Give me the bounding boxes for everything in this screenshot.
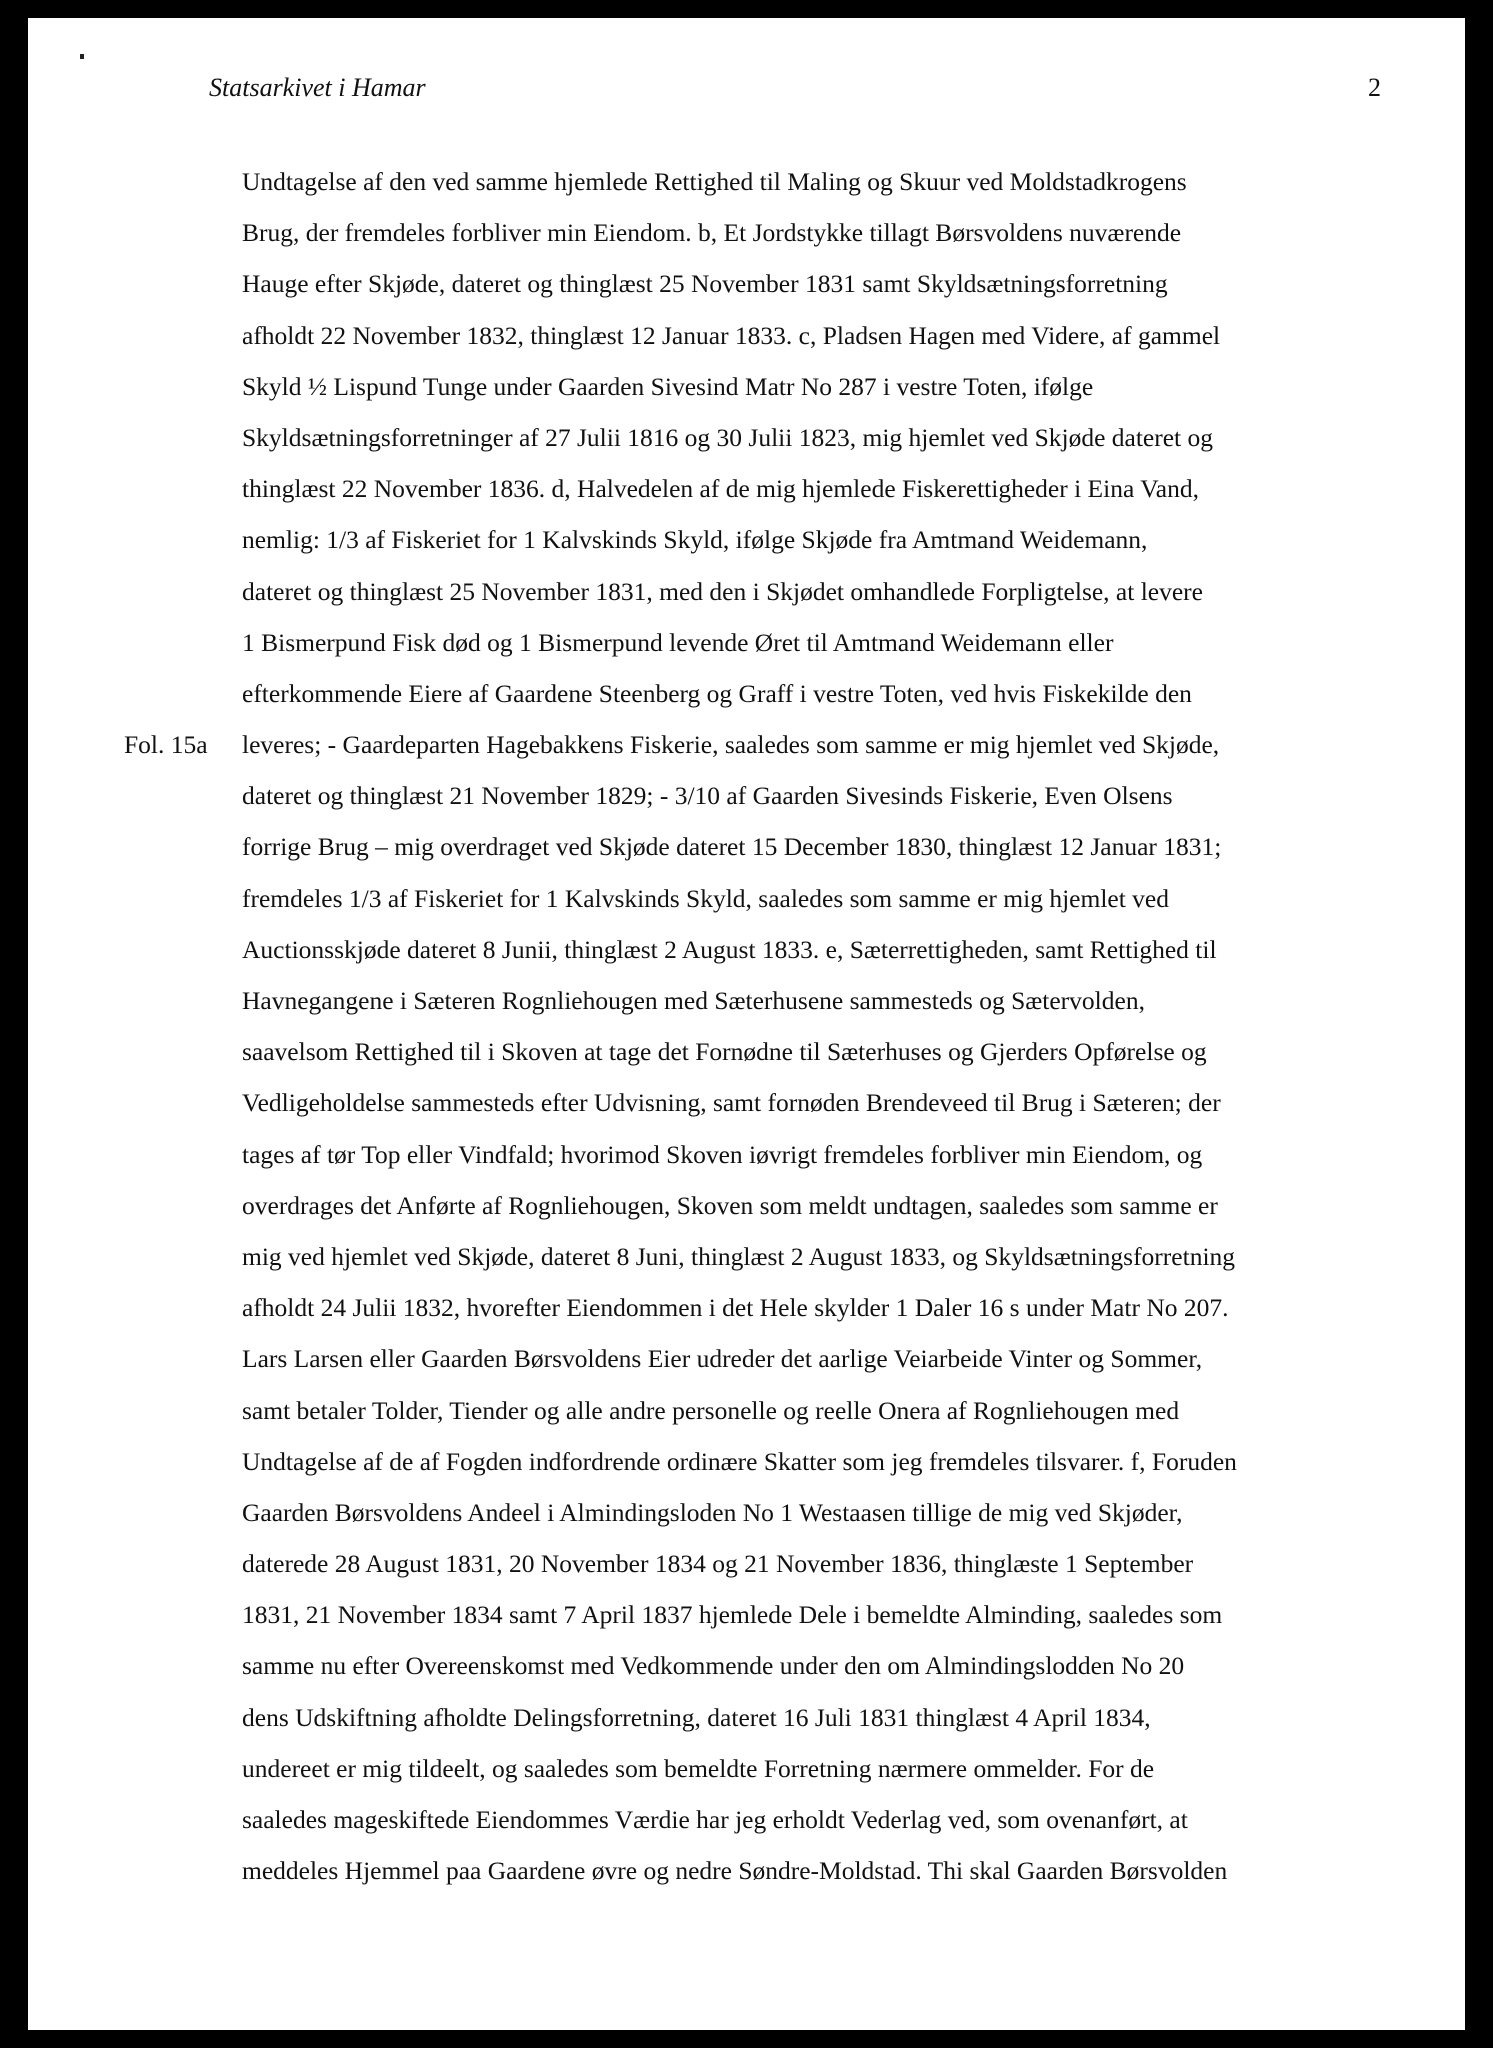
text-line: Lars Larsen eller Gaarden Børsvoldens Eier udreder det aarlige Veiarbeide Vinter og Sommer, (242, 1344, 1203, 1374)
transcription-body (124, 156, 1382, 1896)
text-line: mig ved hjemlet ved Skjøde, dateret 8 Juni, thinglæst 2 August 1833, og Skyldsætningsforretning (242, 1241, 1236, 1271)
text-line: Havnegangene i Sæteren Rognliehougen med Sæterhusene sammesteds og Sætervolden, (242, 986, 1145, 1015)
text-line: tages af tør Top eller Vindfald; hvorimod Skoven iøvrigt fremdeles forbliver min Eiendom, og (242, 1139, 1203, 1169)
text-line: samt betaler Tolder, Tiender og alle andre personelle og reelle Onera af Rognliehougen med (242, 1395, 1180, 1425)
text-line: afholdt 22 November 1832, thinglæst 12 Januar 1833. c, Pladsen Hagen med Videre, af gammel (242, 320, 1221, 350)
text-line: saavelsom Rettighed til i Skoven at tage det Fornødne til Sæterhuses og Gjerders Opførelse og (242, 1037, 1207, 1067)
text-line: afholdt 24 Julii 1832, hvorefter Eiendommen i det Hele skylder 1 Daler 16 s under Matr No 207. (242, 1293, 1229, 1323)
text-line: dateret og thinglæst 21 November 1829; - 3/10 af Gaarden Sivesinds Fiskerie, Even Olsens (242, 781, 1173, 811)
scan-speck (80, 54, 84, 59)
text-line: forrige Brug – mig overdraget ved Skjøde dateret 15 December 1830, thinglæst 12 Januar 1831; (242, 832, 1222, 862)
text-line: thinglæst 22 November 1836. d, Halvedelen af de mig hjemlede Fiskerettigheder i Eina Vand, (242, 474, 1199, 504)
text-line: Gaarden Børsvoldens Andeel i Almindingsloden No 1 Westaasen tillige de mig ved Skjøder, (242, 1497, 1183, 1527)
text-line: 1831, 21 November 1834 samt 7 April 1837 hjemlede Dele i bemeldte Alminding, saaledes som (242, 1600, 1223, 1630)
text-line: Vedligeholdelse sammesteds efter Udvisning, samt fornøden Brendeveed til Brug i Sæteren; der (242, 1088, 1221, 1118)
text-line: Skyld ½ Lispund Tunge under Gaarden Sivesind Matr No 287 i vestre Toten, ifølge (242, 371, 1094, 401)
text-line: Skyldsætningsforretninger af 27 Julii 1816 og 30 Julii 1823, mig hjemlet ved Skjøde dateret og (242, 422, 1214, 452)
archive-title: Statsarkivet i Hamar (209, 73, 426, 102)
text-line: nemlig: 1/3 af Fiskeriet for 1 Kalvskinds Skyld, ifølge Skjøde fra Amtmand Weidemann, (242, 525, 1148, 555)
document-page (28, 18, 1465, 2030)
text-line: leveres; - Gaardeparten Hagebakkens Fiskerie, saaledes som samme er mig hjemlet ved Skjøde, (242, 730, 1220, 760)
text-line: Undtagelse af de af Fogden indfordrende ordinære Skatter som jeg fremdeles tilsvarer. f, Foruden (242, 1446, 1237, 1476)
text-line: dateret og thinglæst 25 November 1831, med den i Skjødet omhandlede Forpligtelse, at levere (242, 576, 1203, 606)
page-number: 2 (1368, 73, 1381, 102)
text-line: undereet er mig tildeelt, og saaledes som bemeldte Forretning nærmere ommelder. For de (242, 1753, 1155, 1783)
text-line: Undtagelse af den ved samme hjemlede Rettighed til Maling og Skuur ved Moldstadkrogens (242, 167, 1187, 196)
text-line: Auctionsskjøde dateret 8 Junii, thinglæst 2 August 1833. e, Sæterrettigheden, samt Rettighed til (242, 934, 1217, 964)
text-line: meddeles Hjemmel paa Gaardene øvre og nedre Søndre-Moldstad. Thi skal Gaarden Børsvolden (242, 1856, 1228, 1886)
text-line: Brug, der fremdeles forbliver min Eiendom. b, Et Jordstykke tillagt Børsvoldens nuværende (242, 218, 1182, 248)
text-line: Hauge efter Skjøde, dateret og thinglæst 25 November 1831 samt Skyldsætningsforretning (242, 269, 1168, 299)
text-line-with-margin-note (124, 719, 1382, 770)
folio-margin-note: Fol. 15a (124, 730, 208, 760)
text-line: overdrages det Anførte af Rognliehougen, Skoven som meldt undtagen, saaledes som samme er (242, 1190, 1218, 1220)
text-line: efterkommende Eiere af Gaardene Steenberg og Graff i vestre Toten, ved hvis Fiskekilde den (242, 678, 1192, 708)
text-line: 1 Bismerpund Fisk død og 1 Bismerpund levende Øret til Amtmand Weidemann eller (242, 627, 1114, 657)
text-line: saaledes mageskiftede Eiendommes Værdie har jeg erholdt Vederlag ved, som ovenanført, at (242, 1805, 1188, 1834)
text-line: dens Udskiftning afholdte Delingsforretning, dateret 16 Juli 1831 thinglæst 4 April 1834, (242, 1702, 1151, 1732)
text-line: daterede 28 August 1831, 20 November 1834 og 21 November 1836, thinglæste 1 September (242, 1549, 1194, 1579)
text-line: samme nu efter Overeenskomst med Vedkommende under den om Almindingslodden No 20 (242, 1651, 1185, 1681)
text-line: fremdeles 1/3 af Fiskeriet for 1 Kalvskinds Skyld, saaledes som samme er mig hjemlet ved (242, 883, 1170, 913)
